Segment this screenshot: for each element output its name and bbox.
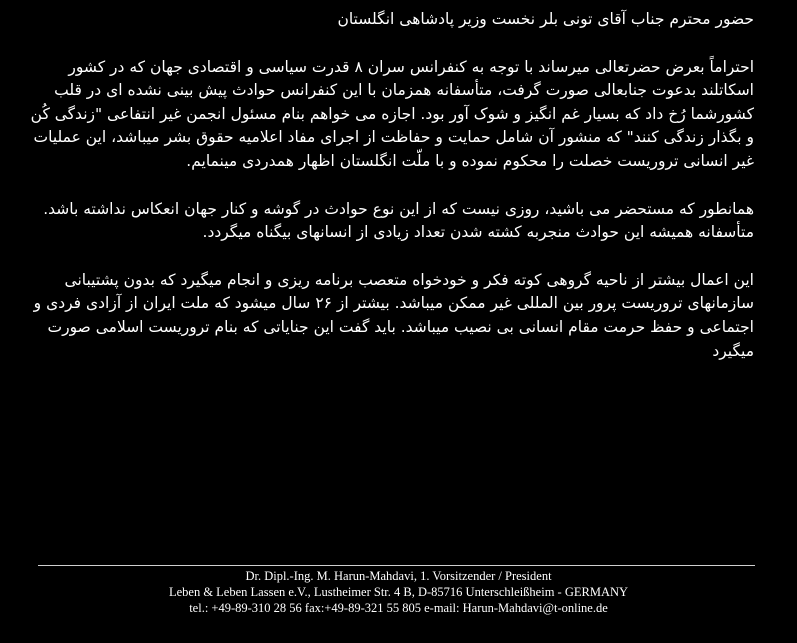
letter-body: [28, 8, 754, 363]
letter-paragraph-2: همانطور که مستحضر می باشید، روزی نیست که از این نوع حوادث در گوشه و کنار جهان انعکاس نداشته باشد. متأسفانه همیشه این حوادث منجربه کشته شدن تعداد زیادی از انسانهای بیگناه میگردد.: [43, 199, 754, 242]
footer-divider: [38, 565, 755, 566]
footer-address: Leben & Leben Lassen e.V., Lustheimer Str. 4 B, D-85716 Unterschleißheim - GERMANY: [168, 585, 629, 599]
letterhead-footer: [0, 568, 797, 616]
footer-contact: tel.: +49-89-310 28 56 fax:+49-89-321 55 805 e-mail: Harun-Mahdavi@t-online.de: [189, 601, 608, 615]
letter-paragraph-3: این اعمال بیشتر از ناحیه گروهی کوته فکر و خودخواه متعصب برنامه ریزی و انجام میگیرد که بدون پشتیبانی سازمانهای تروریست پرور بین المللی غیر ممکن میباشد. بیشتر از ۲۶ سال میشود که ملت ایران از آزادی فردی و اجتماعی و حفظ حرمت مقام انسانی بی نصیب میباشد. باید گفت این جنایاتی که بنام تروریست اسلامی صورت میگیرد: [33, 270, 754, 360]
letter-paragraph-1: احتراماً بعرض حضرتعالی میرساند با توجه به کنفرانس سران ۸ قدرت سیاسی و اقتصادی جهان که در کشور اسکاتلند بدعوت جنابعالی صورت گرفت، متأسفانه همزمان با این کنفرانس حوادث پیش بینی نشده ای در قلب کشورشما رُخ داد که بسیار غم انگیز و شوک آور بود. اجازه می خواهم بنام مسئول انجمن غیر انتفاعی "زندگی کُن و بگذار زندگی کنند" که منشور آن شامل حمایت و حفاظت از اجرای مفاد اعلامیه حقوق بشر میباشد، این عملیات غیر انسانی تروریست خصلت را محکوم نموده و با ملّت انگلستان اظهار همدردی مینمایم.: [30, 57, 754, 170]
letter-salutation: حضور محترم جناب آقای تونی بلر نخست وزیر پادشاهی انگلستان: [337, 10, 754, 28]
footer-sender-name: Dr. Dipl.-Ing. M. Harun-Mahdavi, 1. Vorsitzender / President: [245, 569, 552, 583]
